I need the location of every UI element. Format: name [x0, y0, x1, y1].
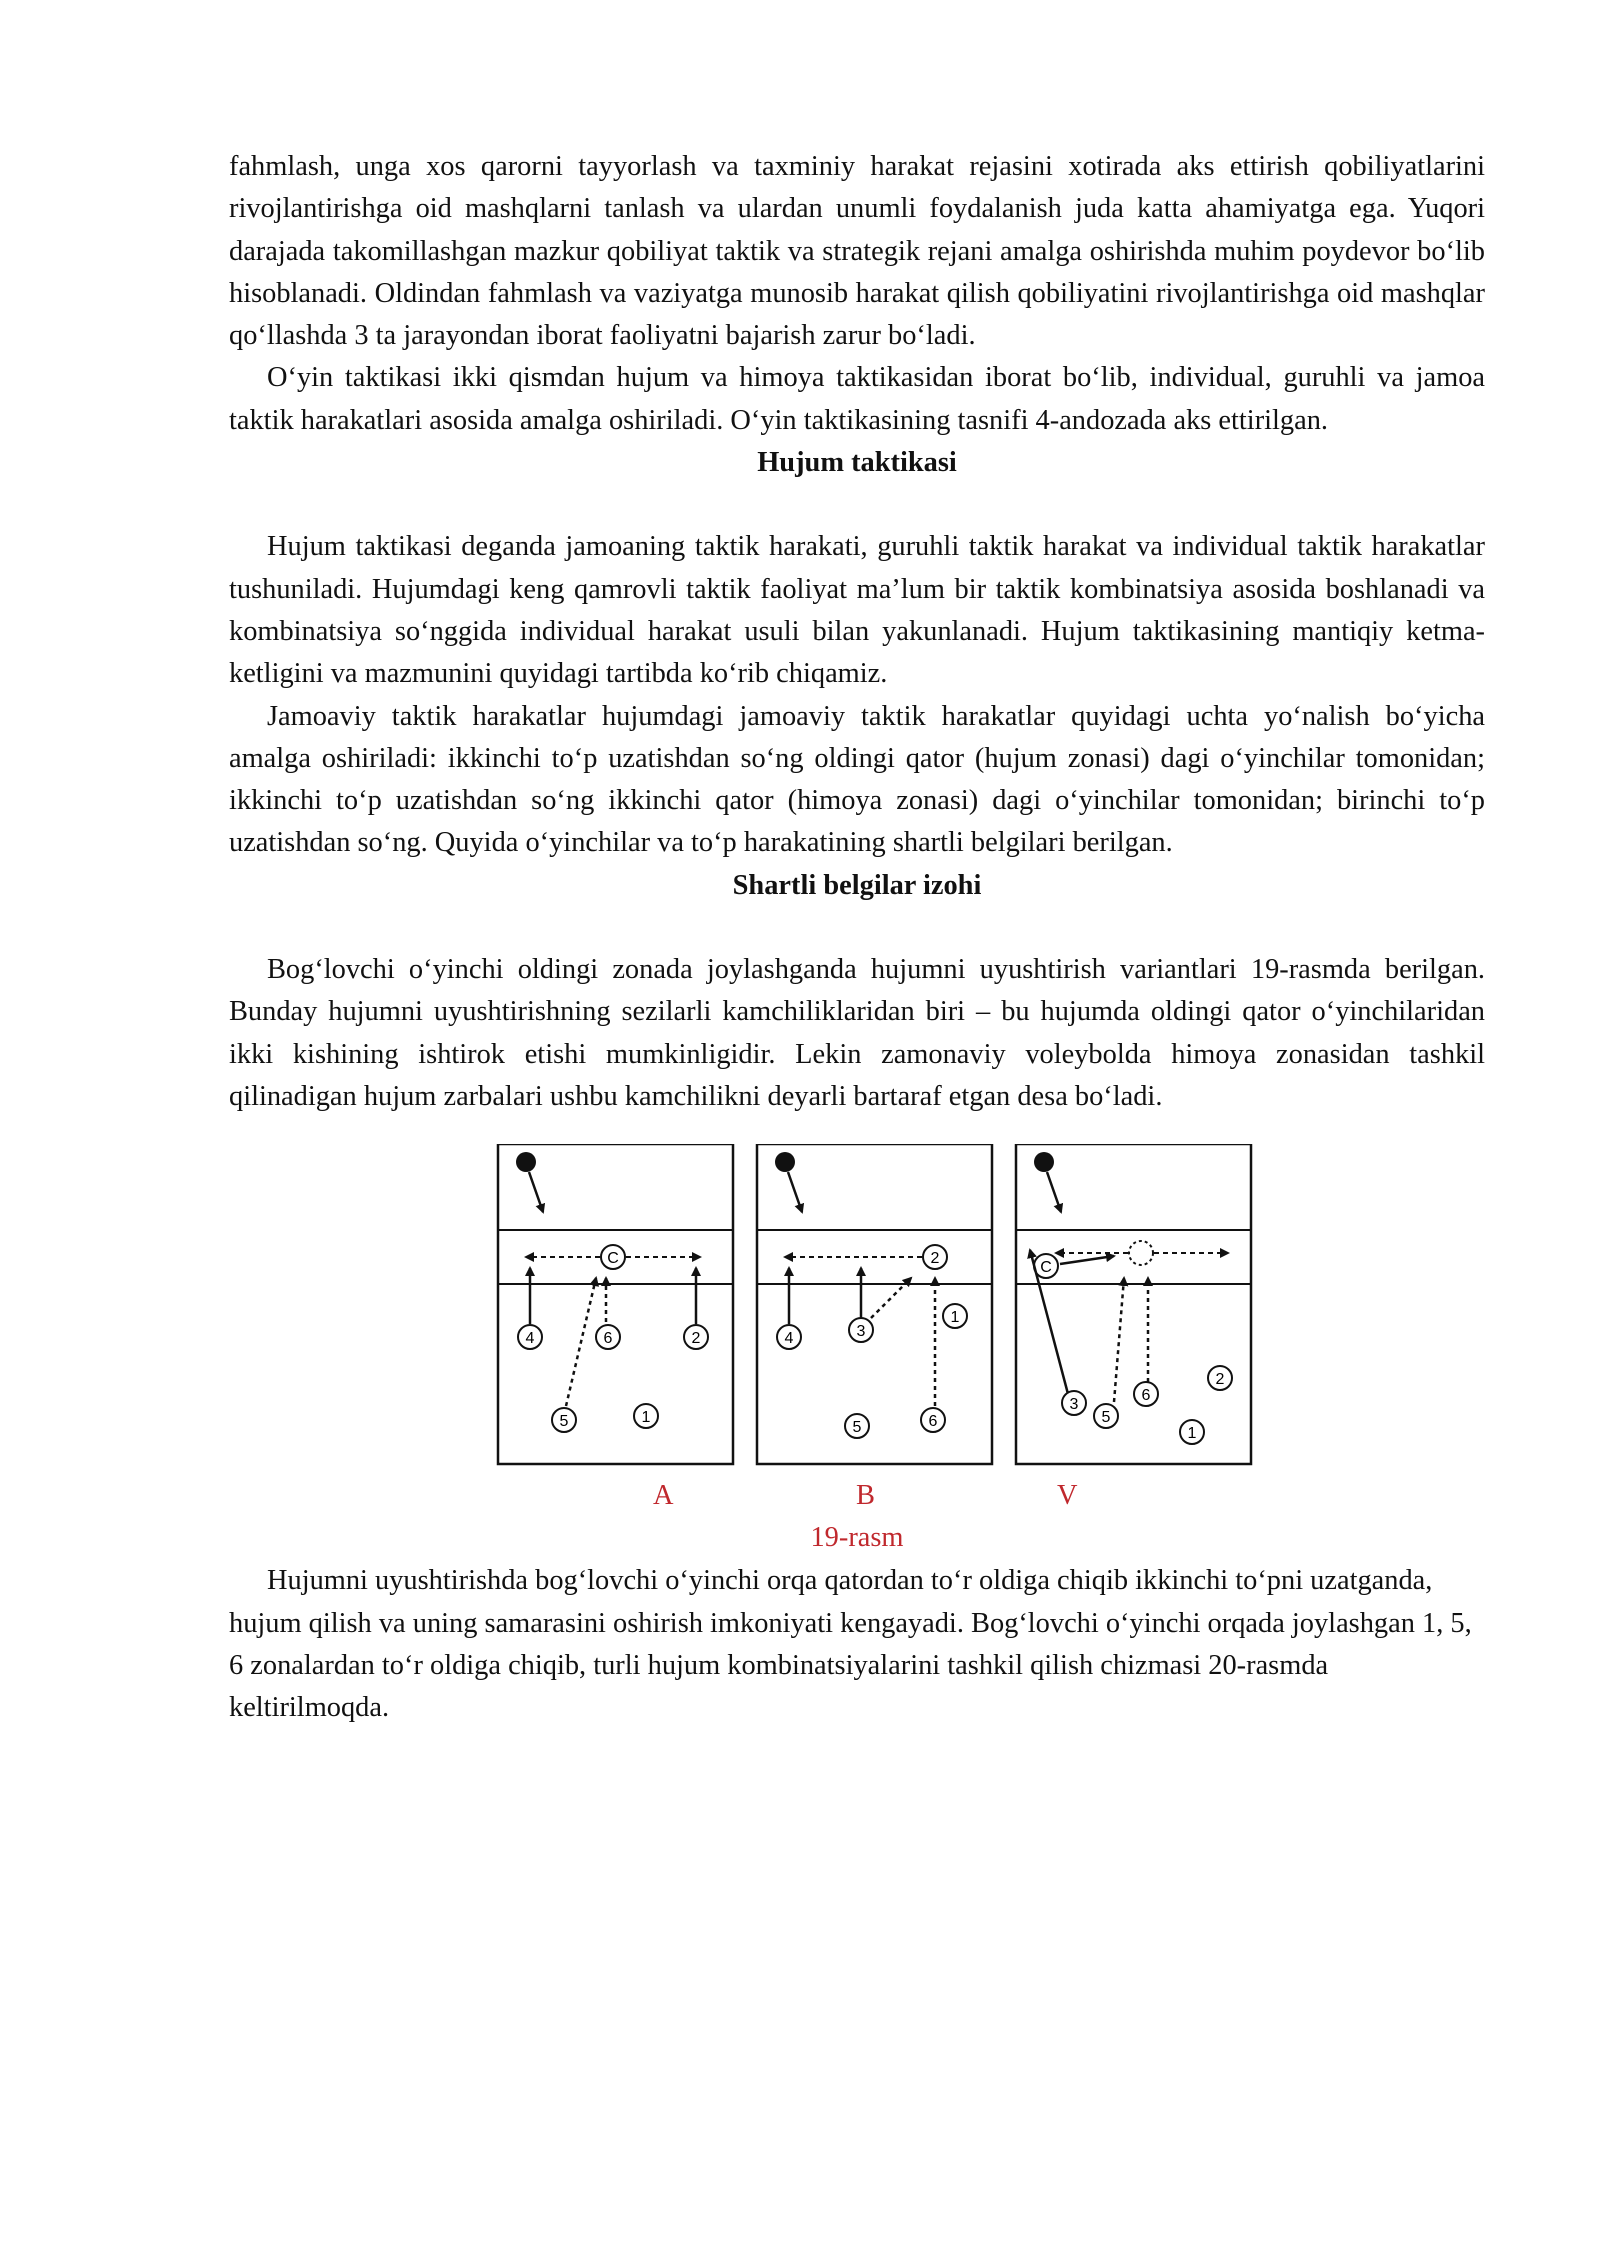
ball-icon	[1034, 1152, 1054, 1172]
player-3: 3	[856, 1323, 866, 1341]
player-5: 5	[852, 1419, 862, 1437]
setter-symbol: C	[607, 1250, 619, 1268]
figure-label-b: B	[856, 1480, 875, 1512]
diagram-v	[1016, 1144, 1251, 1464]
player-6: 6	[603, 1330, 613, 1348]
player-1: 1	[950, 1309, 960, 1327]
figure-19	[229, 1144, 1485, 1554]
player-4: 4	[525, 1330, 535, 1348]
ball-icon	[775, 1152, 795, 1172]
diagram-a	[498, 1144, 733, 1464]
figure-label-v: V	[1057, 1480, 1078, 1512]
heading-hujum-taktikasi: Hujum taktikasi	[757, 447, 957, 479]
setter-symbol: C	[1040, 1259, 1052, 1277]
player-6: 6	[1141, 1387, 1151, 1405]
player-2: 2	[1215, 1371, 1225, 1389]
court-diagrams	[229, 1144, 1485, 1484]
player-2: 2	[691, 1330, 701, 1348]
player-4: 4	[784, 1330, 794, 1348]
setter-symbol: 2	[930, 1250, 940, 1268]
heading-shartli-belgilar: Shartli belgilar izohi	[732, 869, 982, 901]
paragraph-4: Jamoaviy taktik harakatlar hujumdagi jamoaviy taktik harakatlar quyidagi uchta yo‘nalish bo‘yicha amalga oshiriladi: ikkinchi to‘p uzatishdan so‘ng oldingi qator (hujum zonasi) dagi o‘yinchilar tomonidan; ikkinchi to‘p uzatishdan so‘ng ikkinchi qator (himoya zonasi) dagi o‘yinchilar tomonidan; birinchi to‘p uzatishdan so‘ng. Quyida o‘yinchilar va to‘p harakatining shartli belgilari berilgan.	[229, 700, 1485, 859]
player-3: 3	[1069, 1396, 1079, 1414]
figure-label-a: A	[653, 1480, 674, 1512]
paragraph-3: Hujum taktikasi deganda jamoaning taktik harakati, guruhli taktik harakat va individual taktik harakatlar tushuniladi. Hujumdagi keng qamrovli taktik faoliyat ma’lum bir taktik kombinatsiya asosida boshlanadi va kombinatsiya so‘nggida individual harakat usuli bilan yakunlanadi. Hujum taktikasining mantiqiy ketma-ketligini va mazmunini quyidagi tartibda ko‘rib chiqamiz.	[229, 531, 1485, 690]
paragraph-5: Bog‘lovchi o‘yinchi oldingi zonada joylashganda hujumni uyushtirish variantlari 19-rasmda berilgan. Bunday hujumni uyushtirishning sezilarli kamchiliklaridan biri – bu hujumda oldingi qator o‘yinchilaridan ikki kishining ishtirok etishi mumkinligidir. Lekin zamonaviy voleybolda himoya zonasidan tashkil qilinadigan hujum zarbalari ushbu kamchilikni deyarli bartaraf etgan desa bo‘ladi.	[229, 954, 1485, 1112]
diagram-b	[757, 1144, 992, 1464]
player-6: 6	[928, 1413, 938, 1431]
paragraph-1: fahmlash, unga xos qarorni tayyorlash va taxminiy harakat rejasini xotirada aks ettirish qobiliyatlarini rivojlantirishga oid mashqlarni tanlash va ulardan unumli foydalanish juda katta ahamiyatga ega. Yuqori darajada takomillashgan mazkur qobiliyat taktik va strategik rejani amalga oshirishda muhim poydevor bo‘lib hisoblanadi. Oldindan fahmlash va vaziyatga munosib harakat qilish qobiliyatini rivojlantirishga oid mashqlar qo‘llashda 3 ta jarayondan iborat faoliyatni bajarish zarur bo‘ladi.	[229, 151, 1485, 352]
figure-caption: 19-rasm	[810, 1522, 904, 1554]
player-1: 1	[1187, 1425, 1197, 1443]
player-5: 5	[559, 1413, 569, 1431]
paragraph-2: O‘yin taktikasi ikki qismdan hujum va himoya taktikasidan iborat bo‘lib, individual, guruhli va jamoa taktik harakatlari asosida amalga oshiriladi. O‘yin taktikasining tasnifi 4-andozada aks ettirilgan.	[229, 362, 1485, 436]
player-5: 5	[1101, 1409, 1111, 1427]
player-1: 1	[641, 1409, 651, 1427]
document-page	[229, 146, 1485, 1729]
paragraph-6: Hujumni uyushtirishda bog‘lovchi o‘yinchi orqa qatordan to‘r oldiga chiqib ikkinchi to‘pni uzatganda, hujum qilish va uning samarasini oshirish imkoniyati kengayadi. Bog‘lovchi o‘yinchi orqada joylashgan 1, 5, 6 zonalardan to‘r oldiga chiqib, turli hujum kombinatsiyalarini tashkil qilish chizmasi 20-rasmda keltirilmoqda.	[229, 1565, 1472, 1724]
setter-position-icon	[1129, 1241, 1153, 1265]
ball-icon	[516, 1152, 536, 1172]
